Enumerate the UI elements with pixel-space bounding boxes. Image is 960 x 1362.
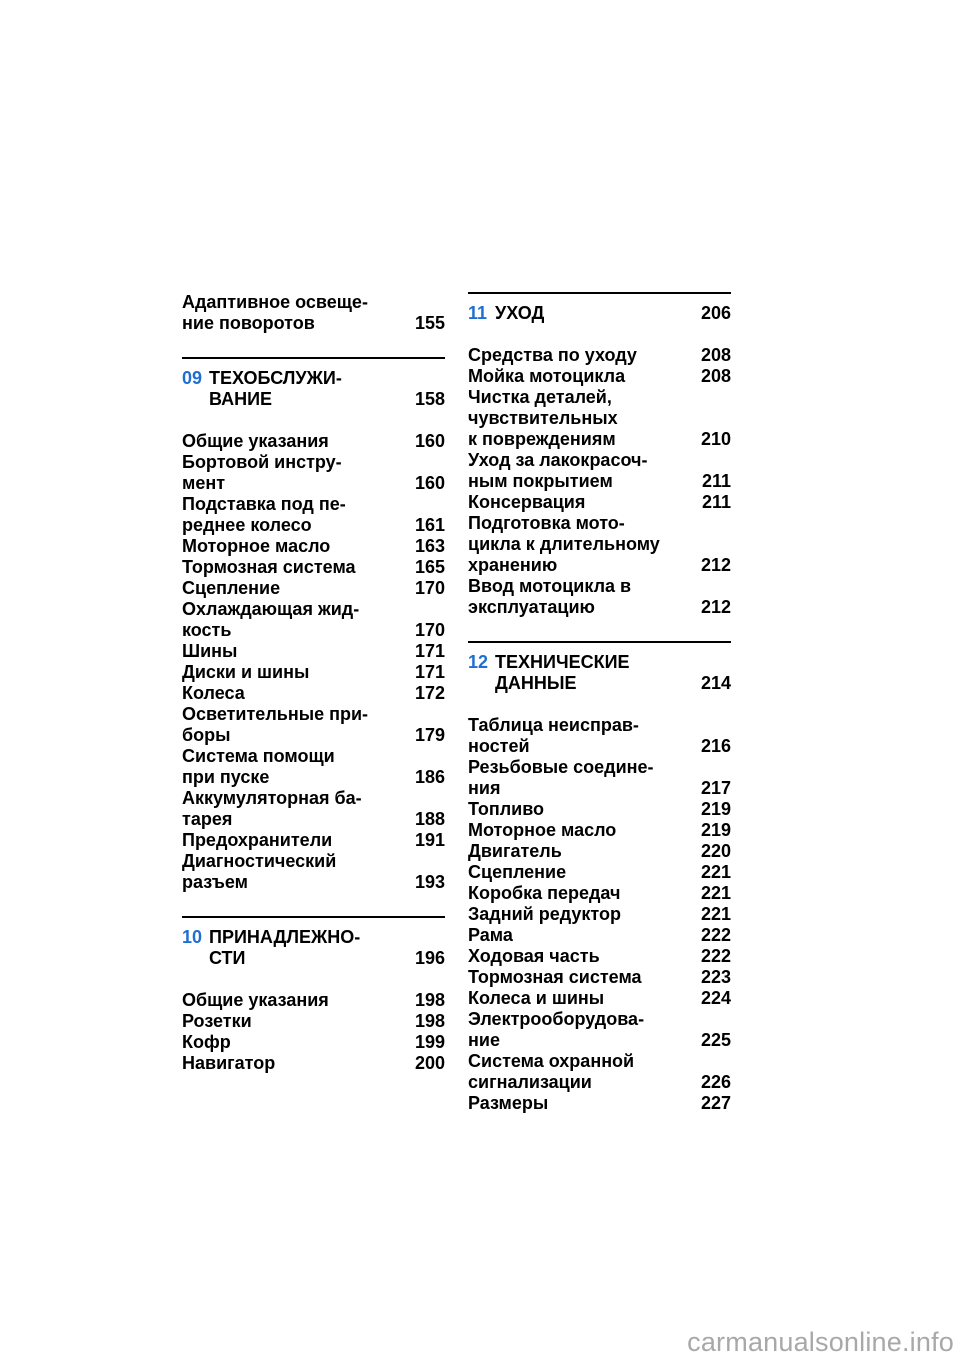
toc-entry-text: при пуске xyxy=(182,767,270,787)
toc-left-column xyxy=(182,292,445,1074)
toc-entry-text: Рама xyxy=(468,925,513,945)
toc-entry-text: Общие указания xyxy=(182,990,329,1010)
toc-entry[interactable] xyxy=(468,757,731,799)
toc-entry[interactable] xyxy=(468,576,731,618)
toc-entry[interactable] xyxy=(468,988,731,1009)
toc-entry-text: Диагностический xyxy=(182,851,337,871)
toc-entry-text: Консервация xyxy=(468,492,586,512)
toc-entry[interactable] xyxy=(182,431,445,452)
toc-entry-line xyxy=(182,599,445,620)
toc-entry-line xyxy=(182,1053,445,1074)
toc-entry[interactable] xyxy=(468,1093,731,1114)
toc-page-number: 171 xyxy=(414,641,445,661)
toc-entry-line xyxy=(182,872,445,893)
toc-entry-text: Кофр xyxy=(182,1032,231,1052)
toc-entry-text: Задний редуктор xyxy=(468,904,621,924)
chapter-title: УХОД xyxy=(495,303,545,323)
toc-entry-line xyxy=(468,1030,731,1051)
toc-entry-line xyxy=(182,473,445,494)
toc-entry-line xyxy=(182,662,445,683)
toc-page-number: 196 xyxy=(414,948,445,968)
toc-entry[interactable] xyxy=(468,366,731,387)
toc-page-number: 198 xyxy=(414,990,445,1010)
toc-entry-line xyxy=(468,967,731,988)
chapter-gap xyxy=(468,324,731,345)
toc-entry-line xyxy=(182,641,445,662)
toc-entry-line xyxy=(468,492,731,513)
toc-page-number: 160 xyxy=(414,431,445,451)
toc-entry-text: ние xyxy=(468,1030,500,1050)
toc-entry-line xyxy=(182,830,445,851)
toc-entry-text: боры xyxy=(182,725,231,745)
toc-page-number: 226 xyxy=(700,1072,731,1092)
toc-entry-line xyxy=(182,809,445,830)
chapter-title-line xyxy=(182,948,445,969)
toc-page-number: 155 xyxy=(414,313,445,333)
toc-entry-text: Система помощи xyxy=(182,746,335,766)
toc-entry-text: мент xyxy=(182,473,226,493)
toc-entry[interactable] xyxy=(182,536,445,557)
chapter-gap xyxy=(182,410,445,431)
toc-page-number: 222 xyxy=(700,925,731,945)
chapter-heading[interactable] xyxy=(182,927,445,969)
toc-entry[interactable] xyxy=(182,578,445,599)
toc-entry-text: чувствительных xyxy=(468,408,618,428)
chapter-title-line xyxy=(182,927,445,948)
toc-entry-text: цикла к длительному xyxy=(468,534,660,554)
toc-entry-text: разъем xyxy=(182,872,248,892)
toc-page-number: 172 xyxy=(414,683,445,703)
toc-entry-text: Бортовой инстру- xyxy=(182,452,342,472)
toc-entry-text: Топливо xyxy=(468,799,545,819)
toc-page-number: 212 xyxy=(700,555,731,575)
toc-entry-line xyxy=(182,292,445,313)
toc-entry[interactable] xyxy=(468,925,731,946)
toc-entry-text: Электрооборудова- xyxy=(468,1009,645,1029)
toc-entry-text: кость xyxy=(182,620,232,640)
toc-entry[interactable] xyxy=(468,387,731,450)
toc-entry-line xyxy=(468,387,731,408)
toc-entry-line xyxy=(182,1032,445,1053)
chapter-divider xyxy=(468,292,731,294)
toc-entry-line xyxy=(182,452,445,473)
toc-entry[interactable] xyxy=(182,662,445,683)
toc-entry-line xyxy=(468,576,731,597)
toc-entry-text: Розетки xyxy=(182,1011,252,1031)
toc-page-number: 188 xyxy=(414,809,445,829)
toc-entry[interactable] xyxy=(468,967,731,988)
toc-entry[interactable] xyxy=(468,492,731,513)
toc-entry-line xyxy=(468,946,731,967)
toc-entry[interactable] xyxy=(468,715,731,757)
toc-entry[interactable] xyxy=(182,746,445,788)
toc-entry-line xyxy=(468,904,731,925)
toc-entry-line xyxy=(468,1051,731,1072)
toc-entry-line xyxy=(468,925,731,946)
toc-entry-line xyxy=(182,515,445,536)
chapter-number: 11 xyxy=(468,303,488,323)
toc-entry-text: Моторное масло xyxy=(182,536,331,556)
toc-entry[interactable] xyxy=(468,1009,731,1051)
toc-entry-line xyxy=(468,1093,731,1114)
toc-entry-line xyxy=(468,757,731,778)
toc-entry-line xyxy=(182,851,445,872)
toc-entry-text: Тормозная система xyxy=(468,967,642,987)
toc-entry-line xyxy=(182,788,445,809)
toc-entry-text: Подставка под пе- xyxy=(182,494,346,514)
toc-entry[interactable] xyxy=(182,788,445,830)
toc-page-number: 223 xyxy=(700,967,731,987)
toc-entry-text: Чистка деталей, xyxy=(468,387,612,407)
toc-entry-text: хранению xyxy=(468,555,558,575)
toc-entry[interactable] xyxy=(468,883,731,904)
toc-page-number: 225 xyxy=(700,1030,731,1050)
toc-entry-text: Сцепление xyxy=(182,578,281,598)
toc-entry-text: реднее колесо xyxy=(182,515,312,535)
toc-entry[interactable] xyxy=(182,830,445,851)
toc-entry-text: Навигатор xyxy=(182,1053,276,1073)
chapter-title-line xyxy=(182,368,445,389)
toc-entry-line xyxy=(182,1011,445,1032)
toc-page-number: 171 xyxy=(414,662,445,682)
toc-entry-line xyxy=(468,841,731,862)
toc-entry-text: Адаптивное освеще- xyxy=(182,292,368,312)
toc-page-number: 224 xyxy=(700,988,731,1008)
toc-entry[interactable] xyxy=(468,1051,731,1093)
toc-entry-line xyxy=(182,578,445,599)
toc-entry-line xyxy=(468,883,731,904)
toc-entry-line xyxy=(468,862,731,883)
toc-entry-line xyxy=(468,513,731,534)
toc-entry[interactable] xyxy=(468,799,731,820)
toc-page-number: 208 xyxy=(700,366,731,386)
toc-entry-text: Предохранители xyxy=(182,830,333,850)
toc-page-number: 217 xyxy=(700,778,731,798)
toc-entry[interactable] xyxy=(182,683,445,704)
chapter-number: 12 xyxy=(468,652,489,672)
toc-page-number: 221 xyxy=(700,883,731,903)
chapter-title: ДАННЫЕ xyxy=(495,673,577,693)
toc-entry-text: Диски и шины xyxy=(182,662,310,682)
chapter-title: ПРИНАДЛЕЖНО- xyxy=(209,927,361,947)
toc-page-number: 191 xyxy=(414,830,445,850)
toc-page-number: 221 xyxy=(700,862,731,882)
toc-entry-line xyxy=(182,557,445,578)
toc-entry-line xyxy=(182,746,445,767)
chapter-gap xyxy=(468,694,731,715)
toc-entry-text: Мойка мотоцикла xyxy=(468,366,626,386)
toc-entry-line xyxy=(468,366,731,387)
chapter-title: СТИ xyxy=(209,948,246,968)
toc-entry-line xyxy=(468,471,731,492)
toc-entry[interactable] xyxy=(182,599,445,641)
toc-page-number: 161 xyxy=(414,515,445,535)
toc-entry-text: Охлаждающая жид- xyxy=(182,599,360,619)
toc-page-number: 170 xyxy=(414,578,445,598)
chapter-title-line xyxy=(468,652,731,673)
toc-entry-text: сигнализации xyxy=(468,1072,592,1092)
chapter-title-line xyxy=(468,673,731,694)
toc-entry-text: Двигатель xyxy=(468,841,562,861)
chapter-divider xyxy=(182,357,445,359)
toc-entry[interactable] xyxy=(182,292,445,313)
toc-page-number: 216 xyxy=(700,736,731,756)
chapter-heading[interactable] xyxy=(182,368,445,410)
toc-entry-text: Ходовая часть xyxy=(468,946,600,966)
toc-entry[interactable] xyxy=(468,946,731,967)
toc-page-number: 210 xyxy=(700,429,731,449)
toc-page-number: 227 xyxy=(700,1093,731,1113)
toc-entry-line xyxy=(182,431,445,452)
toc-entry-text: Шины xyxy=(182,641,238,661)
chapter-gap xyxy=(182,969,445,990)
toc-entry-line xyxy=(468,450,731,471)
toc-entry-line xyxy=(182,536,445,557)
toc-page-number: 200 xyxy=(414,1053,445,1073)
toc-entry-text: эксплуатацию xyxy=(468,597,595,617)
toc-entry-text: Система охранной xyxy=(468,1051,635,1071)
toc-entry-text: Моторное масло xyxy=(468,820,617,840)
toc-entry-line xyxy=(468,534,731,555)
toc-entry-text: Размеры xyxy=(468,1093,549,1113)
toc-entry-line xyxy=(468,1009,731,1030)
toc-entry-text: Тормозная система xyxy=(182,557,356,577)
toc-entry-text: Сцепление xyxy=(468,862,567,882)
toc-entry[interactable] xyxy=(182,452,445,494)
toc-entry-text: Таблица неисправ- xyxy=(468,715,639,735)
toc-entry[interactable] xyxy=(182,1011,445,1032)
toc-entry-line xyxy=(182,767,445,788)
toc-page-number: 221 xyxy=(700,904,731,924)
toc-entry-text: Осветительные при- xyxy=(182,704,369,724)
toc-entry-line xyxy=(182,704,445,725)
toc-page-number: 165 xyxy=(414,557,445,577)
toc-page-number: 212 xyxy=(700,597,731,617)
toc-page-number: 214 xyxy=(700,673,731,693)
toc-entry[interactable] xyxy=(182,990,445,1011)
chapter-heading[interactable] xyxy=(468,303,731,324)
toc-entry-line xyxy=(468,988,731,1009)
chapter-heading[interactable] xyxy=(468,652,731,694)
toc-entry-text: Средства по уходу xyxy=(468,345,637,365)
toc-page-number: 206 xyxy=(700,303,731,323)
toc-entry-line xyxy=(468,555,731,576)
toc-page-number: 193 xyxy=(414,872,445,892)
toc-entry[interactable] xyxy=(182,641,445,662)
toc-entry-text: Ввод мотоцикла в xyxy=(468,576,632,596)
toc-page-number: 186 xyxy=(414,767,445,787)
toc-entry[interactable] xyxy=(182,313,445,334)
toc-entry-text: Резьбовые соедине- xyxy=(468,757,654,777)
toc-entry[interactable] xyxy=(182,494,445,536)
toc-entry-line xyxy=(468,715,731,736)
chapter-title: ТЕХОБСЛУЖИ- xyxy=(209,368,342,388)
toc-entry[interactable] xyxy=(468,904,731,925)
chapter-title: ТЕХНИЧЕСКИЕ xyxy=(495,652,630,672)
toc-entry[interactable] xyxy=(468,862,731,883)
chapter-title-line xyxy=(182,389,445,410)
toc-page-number: 163 xyxy=(414,536,445,556)
chapter-divider xyxy=(182,916,445,918)
toc-entry-line xyxy=(468,597,731,618)
toc-entry[interactable] xyxy=(182,851,445,893)
toc-entry-text: Уход за лакокрасоч- xyxy=(468,450,648,470)
toc-page-number: 160 xyxy=(414,473,445,493)
toc-page-number: 170 xyxy=(414,620,445,640)
watermark: carmanualsonline.info xyxy=(687,1327,954,1357)
toc-page-number: 198 xyxy=(414,1011,445,1031)
toc-entry-text: Коробка передач xyxy=(468,883,621,903)
toc-page-number: 208 xyxy=(700,345,731,365)
toc-entry-text: ния xyxy=(468,778,501,798)
toc-entry-text: Общие указания xyxy=(182,431,329,451)
toc-entry-line xyxy=(468,345,731,366)
toc-entry-line xyxy=(182,494,445,515)
toc-page-number: 222 xyxy=(700,946,731,966)
chapter-number: 09 xyxy=(182,368,203,388)
toc-entry-text: Подготовка мото- xyxy=(468,513,625,533)
toc-entry-text: ние поворотов xyxy=(182,313,315,333)
toc-page-number: 219 xyxy=(700,799,731,819)
toc-entry-line xyxy=(468,736,731,757)
toc-entry-line xyxy=(182,620,445,641)
toc-entry-line xyxy=(468,1072,731,1093)
toc-entry[interactable] xyxy=(468,513,731,576)
toc-entry-line xyxy=(468,778,731,799)
toc-entry[interactable] xyxy=(182,704,445,746)
toc-entry-line xyxy=(182,683,445,704)
chapter-number: 10 xyxy=(182,927,203,947)
toc-page-number: 199 xyxy=(414,1032,445,1052)
toc-page-number: 219 xyxy=(700,820,731,840)
toc-page-number: 179 xyxy=(414,725,445,745)
toc-entry-text: к повреждениям xyxy=(468,429,616,449)
toc-page-number: 220 xyxy=(700,841,731,861)
toc-page-number: 211 xyxy=(701,471,731,491)
toc-entry[interactable] xyxy=(468,841,731,862)
toc-entry-text: Колеса xyxy=(182,683,245,703)
chapter-divider xyxy=(468,641,731,643)
toc-entry-line xyxy=(182,990,445,1011)
toc-entry[interactable] xyxy=(182,1053,445,1074)
toc-entry-line xyxy=(468,799,731,820)
toc-entry-text: Колеса и шины xyxy=(468,988,605,1008)
toc-page-number: 158 xyxy=(414,389,445,409)
toc-entry-line xyxy=(468,820,731,841)
toc-entry[interactable] xyxy=(182,557,445,578)
toc-entry[interactable] xyxy=(468,345,731,366)
chapter-title-line xyxy=(468,303,731,324)
chapter-title: ВАНИЕ xyxy=(209,389,273,409)
toc-entry-line xyxy=(182,313,445,334)
toc-entry-line xyxy=(468,408,731,429)
toc-right-column xyxy=(468,292,731,1114)
toc-entry[interactable] xyxy=(468,450,731,492)
toc-entry-text: тарея xyxy=(182,809,233,829)
toc-entry-line xyxy=(468,429,731,450)
toc-entry[interactable] xyxy=(468,820,731,841)
toc-entry-text: Аккумуляторная ба- xyxy=(182,788,362,808)
toc-entry-line xyxy=(182,725,445,746)
toc-entry-text: ностей xyxy=(468,736,530,756)
toc-entry-text: ным покрытием xyxy=(468,471,613,491)
toc-entry[interactable] xyxy=(182,1032,445,1053)
toc-page-number: 211 xyxy=(701,492,731,512)
